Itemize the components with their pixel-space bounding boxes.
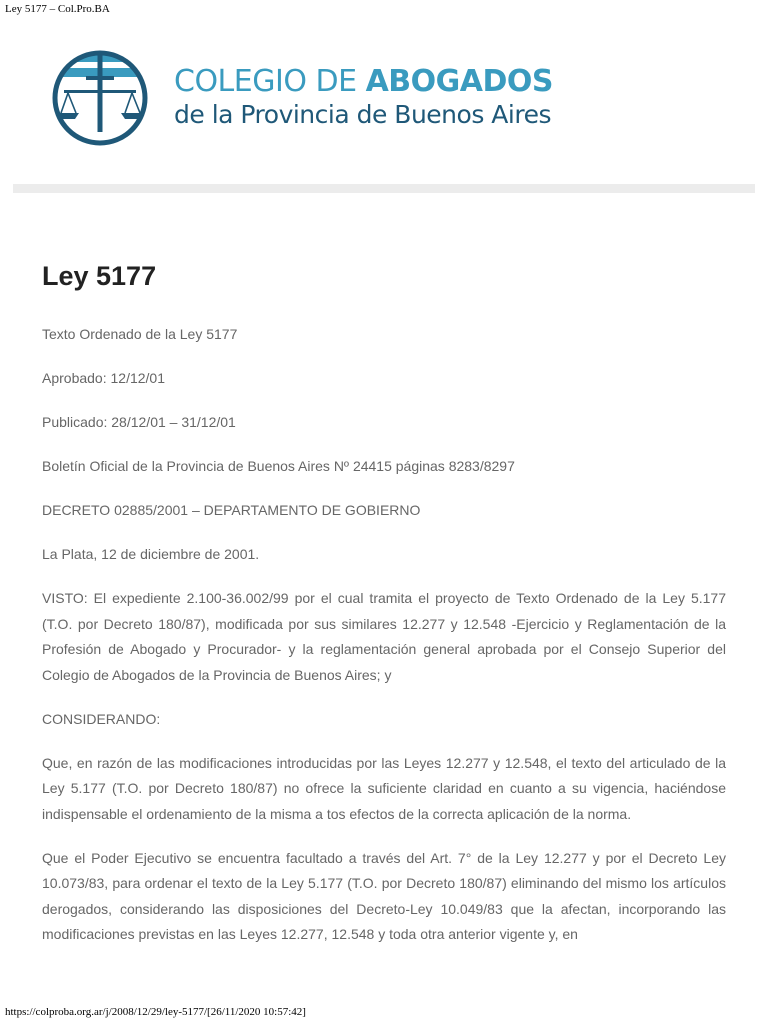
paragraph-decreto: DECRETO 02885/2001 – DEPARTAMENTO DE GOBIERNO (42, 502, 421, 518)
scales-of-justice-icon (48, 48, 152, 148)
paragraph-aprobado: Aprobado: 12/12/01 (42, 370, 165, 386)
logo-wordmark (174, 65, 553, 131)
header-divider (13, 184, 755, 193)
paragraph-que-razon: Que, en razón de las modificaciones introducidas por las Leyes 12.277 y 12.548, el texto del articulado de la Ley 5.177 (T.O. por Decreto 180/87) no ofrece la suficiente claridad en cuanto a su vigencia, haciéndose indispensable el ordenamiento de la misma a tos efectos de la correcta aplicación de la norma. (42, 754, 726, 822)
paragraph-publicado: Publicado: 28/12/01 – 31/12/01 (42, 414, 236, 430)
paragraph-que-poder-ejecutivo: Que el Poder Ejecutivo se encuentra facultado a través del Art. 7° de la Ley 12.277 y por el Decreto Ley 10.073/83, para ordenar el texto de la Ley 5.177 (T.O. por Decreto 180/87) eliminando del mismo los artículos derogados, considerando las disposiciones del Decreto-Ley 10.049/83 que la afectan, incorporando las modificaciones previstas en las Leyes 12.277, 12.548 y toda otra anterior vigente y, en (42, 849, 726, 942)
logo-line-1-bold: ABOGADOS (365, 64, 554, 99)
paragraph-boletin-oficial: Boletín Oficial de la Provincia de Buenos Aires Nº 24415 páginas 8283/8297 (42, 458, 515, 474)
logo-line-1-light: COLEGIO DE (174, 64, 366, 99)
logo-line-1 (174, 65, 553, 99)
paragraph-considerando: CONSIDERANDO: (42, 710, 161, 727)
site-logo[interactable] (48, 48, 553, 148)
paragraph-visto: VISTO: El expediente 2.100-36.002/99 por el cual tramita el proyecto de Texto Ordenado de la Ley 5.177 (T.O. por Decreto 180/87), modificada por sus similares 12.277 y 12.548 -Ejercicio y Reglamentación de la Profesión de Abogado y Procurador- y la reglamentación general aprobada por el Consejo Superior del Colegio de Abogados de la Provincia de Buenos Aires; y (42, 590, 726, 683)
logo-line-2: de la Provincia de Buenos Aires (174, 100, 551, 129)
article-content (42, 258, 726, 966)
print-footer-url: https://colproba.org.ar/j/2008/12/29/ley-5177/[26/11/2020 10:57:42] (5, 1006, 306, 1018)
paragraph-texto-ordenado: Texto Ordenado de la Ley 5177 (42, 326, 238, 342)
page-title: Ley 5177 (42, 261, 157, 291)
paragraph-fecha: La Plata, 12 de diciembre de 2001. (42, 546, 260, 562)
print-header: Ley 5177 – Col.Pro.BA (5, 3, 110, 15)
